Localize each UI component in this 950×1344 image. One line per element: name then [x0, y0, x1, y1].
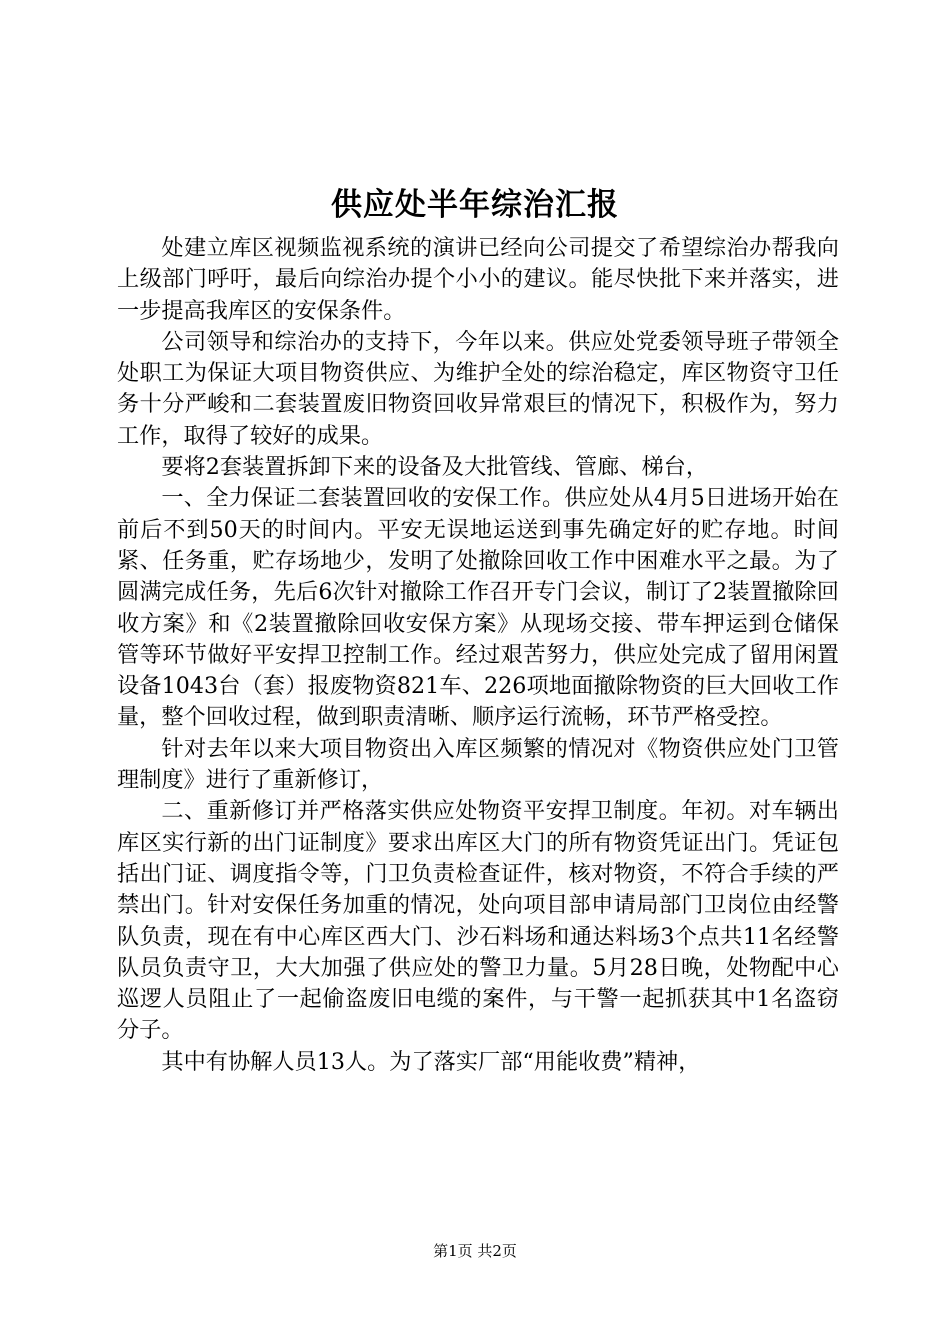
document-body	[117, 233, 839, 1078]
page-footer: 第1页 共2页	[433, 1242, 517, 1260]
paragraph: 处建立库区视频监视系统的演讲已经向公司提交了希望综治办帮我向上级部门呼吁，最后向综治办提个小小的建议。能尽快批下来并落实，进一步提高我库区的安保条件。	[117, 235, 839, 324]
document-title: 供应处半年综治汇报	[331, 187, 619, 223]
paragraph: 一、全力保证二套装置回收的安保工作。供应处从4月5日进场开始在前后不到50天的时间内。平安无误地运送到事先确定好的贮存地。时间紧、任务重，贮存场地少，发明了处撤除回收工作中困难水平之最。为了圆满完成任务，先后6次针对撤除工作召开专门会议，制订了2装置撤除回收方案》和《2装置撤除回收安保方案》从现场交接、带车押运到仓储保管等环节做好平安捍卫控制工作。经过艰苦努力，供应处完成了留用闲置设备1043台（套）报废物资821车、226项地面撤除物资的巨大回收工作量，整个回收过程，做到职责清晰、顺序运行流畅，环节严格受控。	[117, 485, 839, 731]
paragraph: 其中有协解人员13人。为了落实厂部“用能收费”精神，	[161, 1048, 701, 1075]
paragraph: 要将2套装置拆卸下来的设备及大批管线、管廊、梯台，	[161, 454, 709, 481]
paragraph: 公司领导和综治办的支持下，今年以来。供应处党委领导班子带领全处职工为保证大项目物资供应、为维护全处的综治稳定，库区物资守卫任务十分严峻和二套装置废旧物资回收异常艰巨的情况下，积极作为，努力工作，取得了较好的成果。	[117, 328, 839, 449]
paragraph: 针对去年以来大项目物资出入库区频繁的情况对《物资供应处门卫管理制度》进行了重新修订，	[117, 735, 839, 794]
paragraph: 二、重新修订并严格落实供应处物资平安捍卫制度。年初。对车辆出库区实行新的出门证制度》要求出库区大门的所有物资凭证出门。凭证包括出门证、调度指令等，门卫负责检查证件，核对物资，不符合手续的严禁出门。针对安保任务加重的情况，处向项目部申请局部门卫岗位由经警队负责，现在有中心库区西大门、沙石料场和通达料场3个点共11名经警队员负责守卫，大大加强了供应处的警卫力量。5月28日晚，处物配中心巡逻人员阻止了一起偷盗废旧电缆的案件，与干警一起抓获其中1名盗窃分子。	[117, 798, 839, 1044]
